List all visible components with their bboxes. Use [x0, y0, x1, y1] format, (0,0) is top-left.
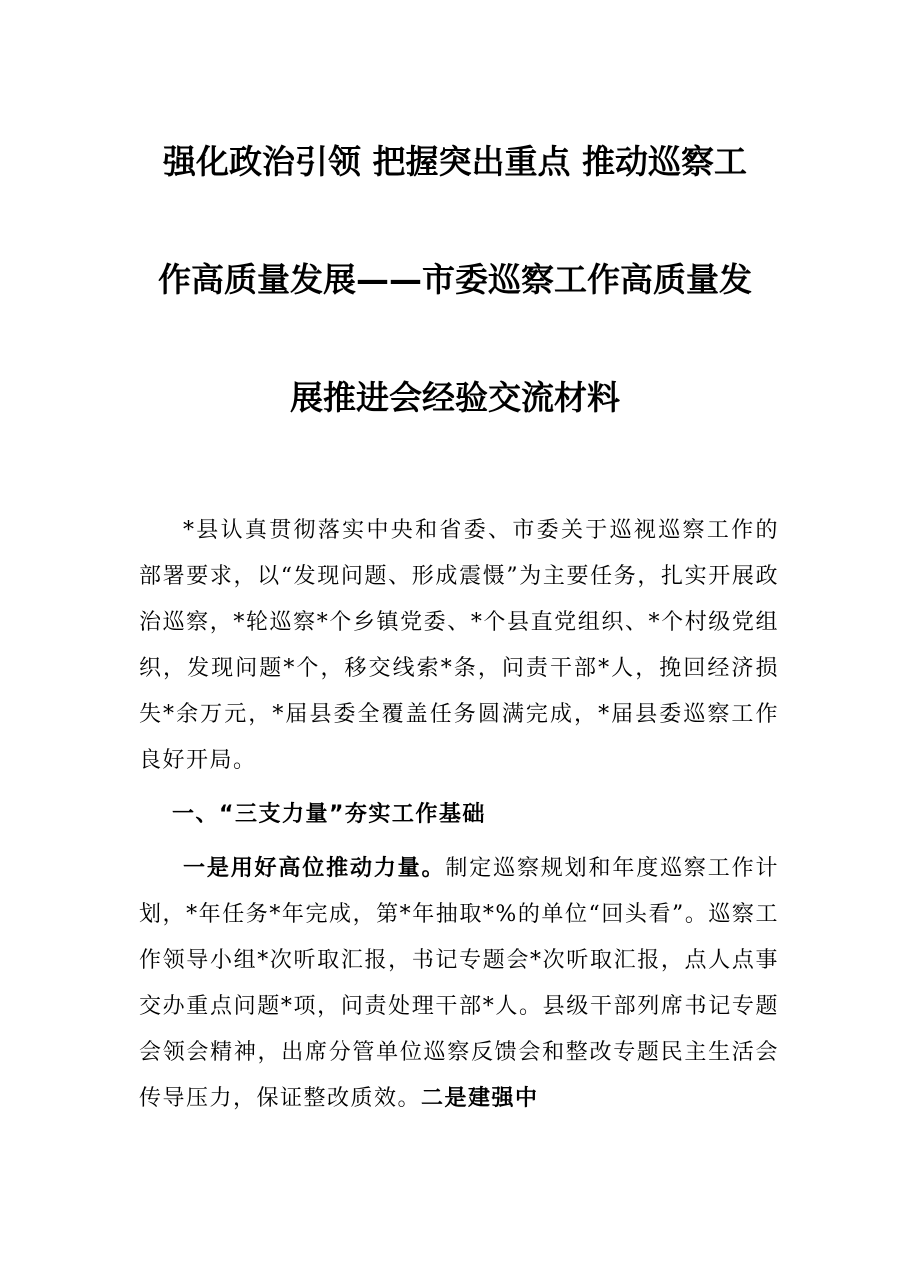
- title-line-2: 作高质量发展——市委巡察工作高质量发: [158, 260, 752, 299]
- document-title: [120, 142, 790, 496]
- intro-paragraph: *县认真贯彻落实中央和省委、市委关于巡视巡察工作的部署要求，以“发现问题、形成震慑”为主要任务，扎实开展政治巡察，*轮巡察*个乡镇党委、*个县直党组织、*个村级党组织，发现问题*个，移交线索*条，问责干部*人，挽回经济损失*余万元，*届县委全覆盖任务圆满完成，*届县委巡察工作良好开局。: [139, 518, 779, 773]
- section-1-paragraph: [139, 846, 779, 1122]
- section-1-heading: 一、“三支力量”夯实工作基础: [172, 802, 486, 827]
- document-body: [139, 508, 779, 1122]
- lead-phrase-1: 一是用好高位推动力量。: [183, 856, 446, 881]
- paragraph-text-1: 制定巡察规划和年度巡察工作计划，*年任务*年完成，第*年抽取*%的单位“回头看”。巡察工作领导小组*次听取汇报，书记专题会*次听取汇报，点人点事交办重点问题*项，问责处理干部*人。县级干部列席书记专题会领会精神，出席分管单位巡察反馈会和整改专题民主生活会传导压力，保证整改质效。: [139, 856, 779, 1111]
- title-line-1: 强化政治引领 把握突出重点 推动巡察工: [163, 142, 747, 181]
- lead-phrase-2: 二是建强中: [421, 1086, 539, 1111]
- title-line-3: 展推进会经验交流材料: [290, 378, 620, 417]
